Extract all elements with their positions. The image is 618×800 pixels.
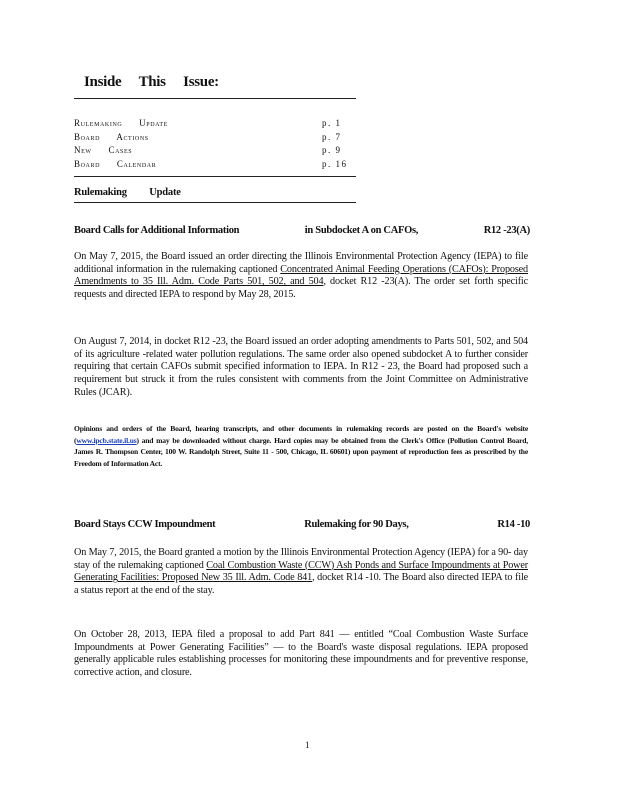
paragraph-text: On May 7, 2015, the Board issued an order directing the Illinois Environmental Protection Agency (IEPA) to file additional information in the rulemaking captioned xyxy=(74,251,528,275)
article-heading xyxy=(74,225,530,236)
divider xyxy=(74,98,356,99)
article-paragraph: On August 7, 2014, in docket R12 -23, the Board issued an order adopting amendments to Parts 501, 502, and 504 of its agriculture -related water pollution regulations. The same order also opened subdocket A to further consider requiring that certain CAFOs submit specified information to IEPA. In R12 - 23, the Board had proposed such a requirement but struck it from the rules consistent with comments from the Joint Committee on Administrative Rules (JCAR). xyxy=(74,336,528,398)
notice-text: ) and may be downloaded without charge. Hard copies may be obtained from the Clerk's Office (Pollution Control Board, James R. Thompson Center, 100 W. Randolph Street, Suite 11 - 500, Chicago, IL 60601) upon payment of reproduction fees as prescribed by the Freedom of Information Act. xyxy=(74,435,528,468)
paragraph-text: , docket R12 -23(A). The order set forth specific requests and directed IEPA to respond by May 28, 2015. xyxy=(74,276,528,301)
toc-item-label: Board Calendar xyxy=(74,158,157,169)
article-paragraph: On October 28, 2013, IEPA filed a proposal to add Part 841 — entitled “Coal Combustion Waste Surface Impoundments at Power Generating Facilities” — to the Board's waste disposal regulations. IEPA proposed generally applicable rules establishing processes for monitoring these impoundments and for preventive response, corrective action, and closure. xyxy=(74,629,528,679)
toc-item-page: p. 1 xyxy=(322,118,342,128)
article-heading xyxy=(74,519,530,530)
toc-item-label: Board Actions xyxy=(74,131,149,142)
table-of-contents xyxy=(74,117,356,171)
toc-item-label: New Cases xyxy=(74,145,133,155)
toc-item-label: Rulemaking Update xyxy=(74,118,168,128)
article-heading-left: Board Stays CCW Impoundment xyxy=(74,519,216,530)
article-heading-mid: in Subdocket A on CAFOs, xyxy=(304,225,419,236)
rulemaking-caption-link[interactable]: Coal Combustion Waste (CCW) Ash Ponds and Surface Impoundments at Power Generating Facilities: Proposed New 35 Ill. Adm. Code 841 xyxy=(74,559,528,584)
toc-item[interactable] xyxy=(74,158,356,172)
section-title: Rulemaking Update xyxy=(74,187,181,198)
website-notice xyxy=(74,423,528,469)
article-paragraph xyxy=(74,251,528,302)
paragraph-text: , docket R14 -10. The Board also directed IEPA to file a status report at the end of the stay. xyxy=(74,572,528,597)
page-number: 1 xyxy=(305,740,310,750)
article-heading-docket: R14 -10 xyxy=(497,519,530,530)
toc-item[interactable] xyxy=(74,144,356,158)
toc-item-page: p. 9 xyxy=(322,145,342,155)
inside-this-issue-heading: Inside This Issue: xyxy=(84,74,219,90)
divider xyxy=(74,176,356,177)
article-paragraph xyxy=(74,547,528,598)
toc-item-page: p. 7 xyxy=(322,131,342,142)
article-heading-docket: R12 -23(A) xyxy=(483,225,530,236)
article-heading-mid: Rulemaking for 90 Days, xyxy=(304,519,409,530)
website-link[interactable]: www.ipcb.state.il.us xyxy=(76,435,137,445)
toc-item-page: p. 16 xyxy=(322,158,348,169)
toc-item[interactable] xyxy=(74,117,356,131)
article-heading-left: Board Calls for Additional Information xyxy=(74,225,240,236)
notice-text: Opinions and orders of the Board, hearing transcripts, and other documents in rulemaking records are posted on the Board's website ( xyxy=(74,424,528,445)
toc-item[interactable] xyxy=(74,131,356,145)
paragraph-text: On May 7, 2015, the Board granted a motion by the Illinois Environmental Protection Agency (IEPA) for a 90- day stay of the rulemaking captioned xyxy=(74,547,528,571)
divider xyxy=(74,202,356,203)
rulemaking-caption-link[interactable]: Concentrated Animal Feeding Operations (CAFOs): Proposed Amendments to 35 Ill. Adm. Code Parts 501, 502, and 504 xyxy=(74,263,528,288)
